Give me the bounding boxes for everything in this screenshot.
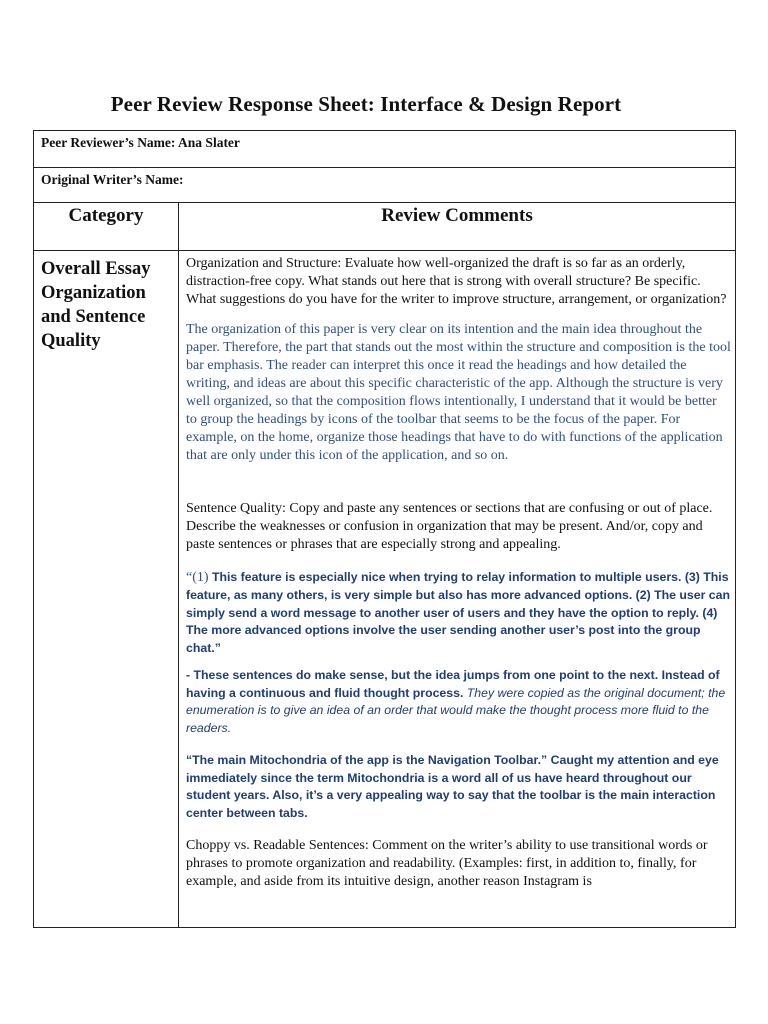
writer-name-row xyxy=(34,168,735,203)
organization-response: The organization of this paper is very clear on its intention and the main idea throughout the paper. Therefore, the part that stands out the most within the structure and composition is the tool bar emphasis. The reader can interpret this once it read the headings and how detailed the writing, and ideas are about this specific characteristic of the app. Although the structure is very well organized, so that the composition flows intentionally, I understand that it would be better to group the headings by icons of the toolbar that seems to be the focus of the paper. For example, on the home, organize those headings that have to do with functions of the application that are only under this icon of the application, and so on. xyxy=(186,322,731,463)
mitochondria-comment xyxy=(186,752,731,822)
document-title: Peer Review Response Sheet: Interface & Design Report xyxy=(110,92,622,116)
review-comments-header: Review Comments xyxy=(381,205,533,226)
category-header: Category xyxy=(68,205,144,226)
sentence-comment xyxy=(186,667,731,737)
reviewer-name-row xyxy=(34,131,735,168)
organization-prompt: Organization and Structure: Evaluate how well-organized the draft is so far as an orderly, distraction-free copy. What stands out here that is strong with overall structure? Be specific. What suggestions do you have for the writer to improve structure, arrangement, or organization? xyxy=(186,256,727,307)
quoted-sentences xyxy=(186,569,731,657)
category-label: Overall Essay Organization and Sentence Quality xyxy=(41,259,151,351)
mitochondria-quote: “The main Mitochondria of the app is the Navigation Toolbar.” xyxy=(186,753,548,767)
column-divider xyxy=(178,251,179,927)
sentence-comment-italic: They were copied as the original document; the enumeration is to give an idea of an order that would make the thought process more fluid to the readers. xyxy=(186,685,726,735)
review-sheet-table xyxy=(33,130,736,928)
sentence-quality-prompt: Sentence Quality: Copy and paste any sentences or sections that are confusing or out of place. Describe the weaknesses or confusion in organization that may be present. And/or, copy and paste sentences or phrases that are especially strong and appealing. xyxy=(186,501,713,552)
writer-name-field: Original Writer’s Name: xyxy=(41,172,184,187)
quote-open: “(1) xyxy=(186,570,209,585)
sentence-comment-bold: - These sentences do make sense, but the idea jumps from one point to the next. Instead of having a continuous and fluid thought process. xyxy=(186,668,720,700)
quoted-sentences-text: This feature is especially nice when trying to relay information to multiple users. (3) This feature, as many others, is very simple but also has more advanced options. (2) The user can simply send a word message to another user of users and they have the option to reply. (4) The more advanced options involve the user sending another user’s post into the group chat.” xyxy=(186,570,730,655)
review-comments-cell xyxy=(186,255,731,891)
mitochondria-comment-text: Caught my attention and eye immediately since the term Mitochondria is a word all of us have heard throughout our student years. Also, it’s a very appealing way to say that the toolbar is the main interaction center between tabs. xyxy=(186,753,719,820)
reviewer-name-field: Peer Reviewer’s Name: Ana Slater xyxy=(41,135,240,150)
choppy-readable-prompt: Choppy vs. Readable Sentences: Comment on the writer’s ability to use transitional words or phrases to promote organization and readability. (Examples: first, in addition to, finally, for example, and aside from its intuitive design, another reason Instagram is xyxy=(186,838,708,889)
